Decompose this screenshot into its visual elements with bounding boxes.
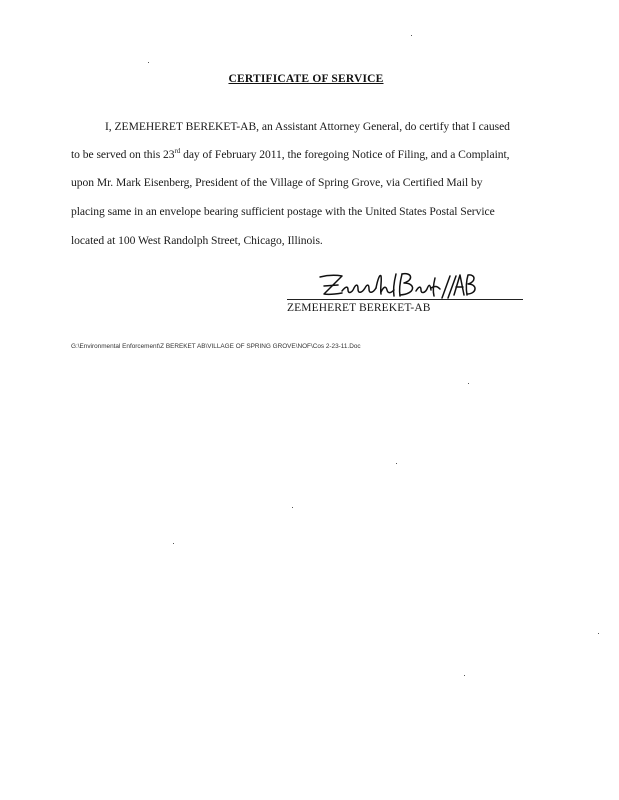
scan-speck [396,463,397,464]
scan-speck [411,35,412,36]
document-title: CERTIFICATE OF SERVICE [228,73,384,85]
body-line-4: placing same in an envelope bearing sufficient postage with the United States Postal Service [71,205,495,218]
signer-name: ZEMEHERET BEREKET-AB [287,302,431,314]
scan-speck [598,633,599,634]
signature-line [287,299,523,300]
scan-speck [148,62,149,63]
scan-speck [173,543,174,544]
body-line-1: I, ZEMEHERET BEREKET-AB, an Assistant Attorney General, do certify that I caused [105,120,510,133]
scan-speck [292,507,293,508]
scan-speck [464,675,465,676]
body-line-2-suffix: day of February 2011, the foregoing Notice of Filing, and a Complaint, [180,148,510,161]
body-line-3: upon Mr. Mark Eisenberg, President of the Village of Spring Grove, via Certified Mail by [71,176,483,189]
body-line-2 [71,148,510,161]
ordinal-superscript: rd [174,147,181,156]
body-line-5: located at 100 West Randolph Street, Chicago, Illinois. [71,234,323,247]
file-path-footer: G:\Environmental Enforcement\Z BEREKET AB\VILLAGE OF SPRING GROVE\NOF\Cos 2-23-11.Doc [71,343,361,350]
body-line-2-prefix: to be served on this 23 [71,148,175,161]
scan-speck [468,383,469,384]
